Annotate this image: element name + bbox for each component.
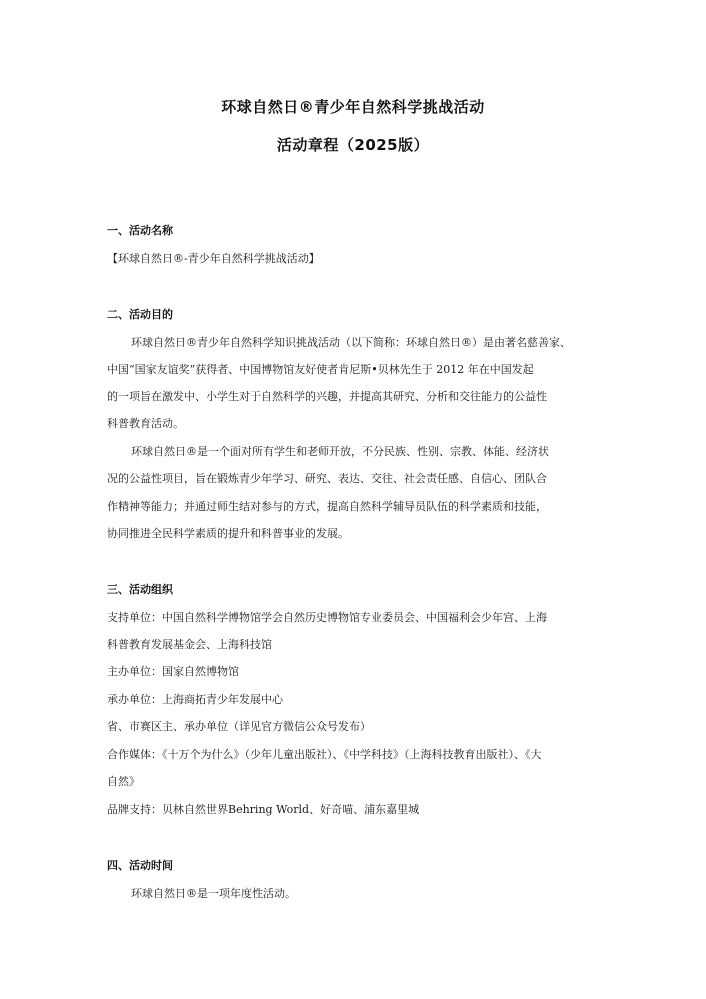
paragraph-line: 【环球自然日®-青少年自然科学挑战活动】 xyxy=(107,252,320,265)
paragraph-line: 合作媒体：《十万个为什么》（少年儿童出版社）、《中学科技》（上海科技教育出版社）、《大 xyxy=(107,748,542,761)
paragraph-line: 自然》 xyxy=(107,775,140,788)
paragraph-line: 支持单位：中国自然科学博物馆学会自然历史博物馆专业委员会、中国福利会少年宫、上海 xyxy=(107,611,547,624)
document-subtitle: 活动章程（2025版） xyxy=(276,136,430,154)
paragraph-line: 环球自然日®是一个面对所有学生和老师开放，不分民族、性别、宗教、体能、经济状 xyxy=(131,445,549,458)
paragraph-line: 作精神等能力；并通过师生结对参与的方式，提高自然科学辅导员队伍的科学素质和技能， xyxy=(107,500,547,513)
paragraph-line: 的一项旨在激发中、小学生对于自然科学的兴趣，并提高其研究、分析和交往能力的公益性 xyxy=(107,390,547,403)
section-heading-time: 四、活动时间 xyxy=(107,859,173,872)
section-heading-name: 一、活动名称 xyxy=(107,224,173,237)
paragraph-line: 科普教育活动。 xyxy=(107,417,184,430)
paragraph-line: 科普教育发展基金会、上海科技馆 xyxy=(107,638,272,651)
paragraph-line: 中国“国家友谊奖”获得者、中国博物馆友好使者肯尼斯•贝林先生于 2012 年在中国发起 xyxy=(107,363,534,376)
paragraph-line: 省、市赛区主、承办单位（详见官方微信公众号发布） xyxy=(107,720,371,733)
paragraph-line: 品牌支持：贝林自然世界Behring World、好奇喵、浦东嘉里城 xyxy=(107,803,420,816)
paragraph-line: 况的公益性项目，旨在锻炼青少年学习、研究、表达、交往、社会责任感、自信心、团队合 xyxy=(107,472,547,485)
paragraph-line: 主办单位：国家自然博物馆 xyxy=(107,665,239,678)
paragraph-line: 环球自然日®青少年自然科学知识挑战活动（以下简称：环球自然日®）是由著名慈善家、 xyxy=(131,336,571,349)
section-heading-organization: 三、活动组织 xyxy=(107,583,173,596)
document-title: 环球自然日®青少年自然科学挑战活动 xyxy=(221,98,485,116)
paragraph-line: 协同推进全民科学素质的提升和科普事业的发展。 xyxy=(107,527,349,540)
section-heading-purpose: 二、活动目的 xyxy=(107,308,173,321)
paragraph-line: 环球自然日®是一项年度性活动。 xyxy=(131,887,296,900)
paragraph-line: 承办单位：上海商拓青少年发展中心 xyxy=(107,693,283,706)
